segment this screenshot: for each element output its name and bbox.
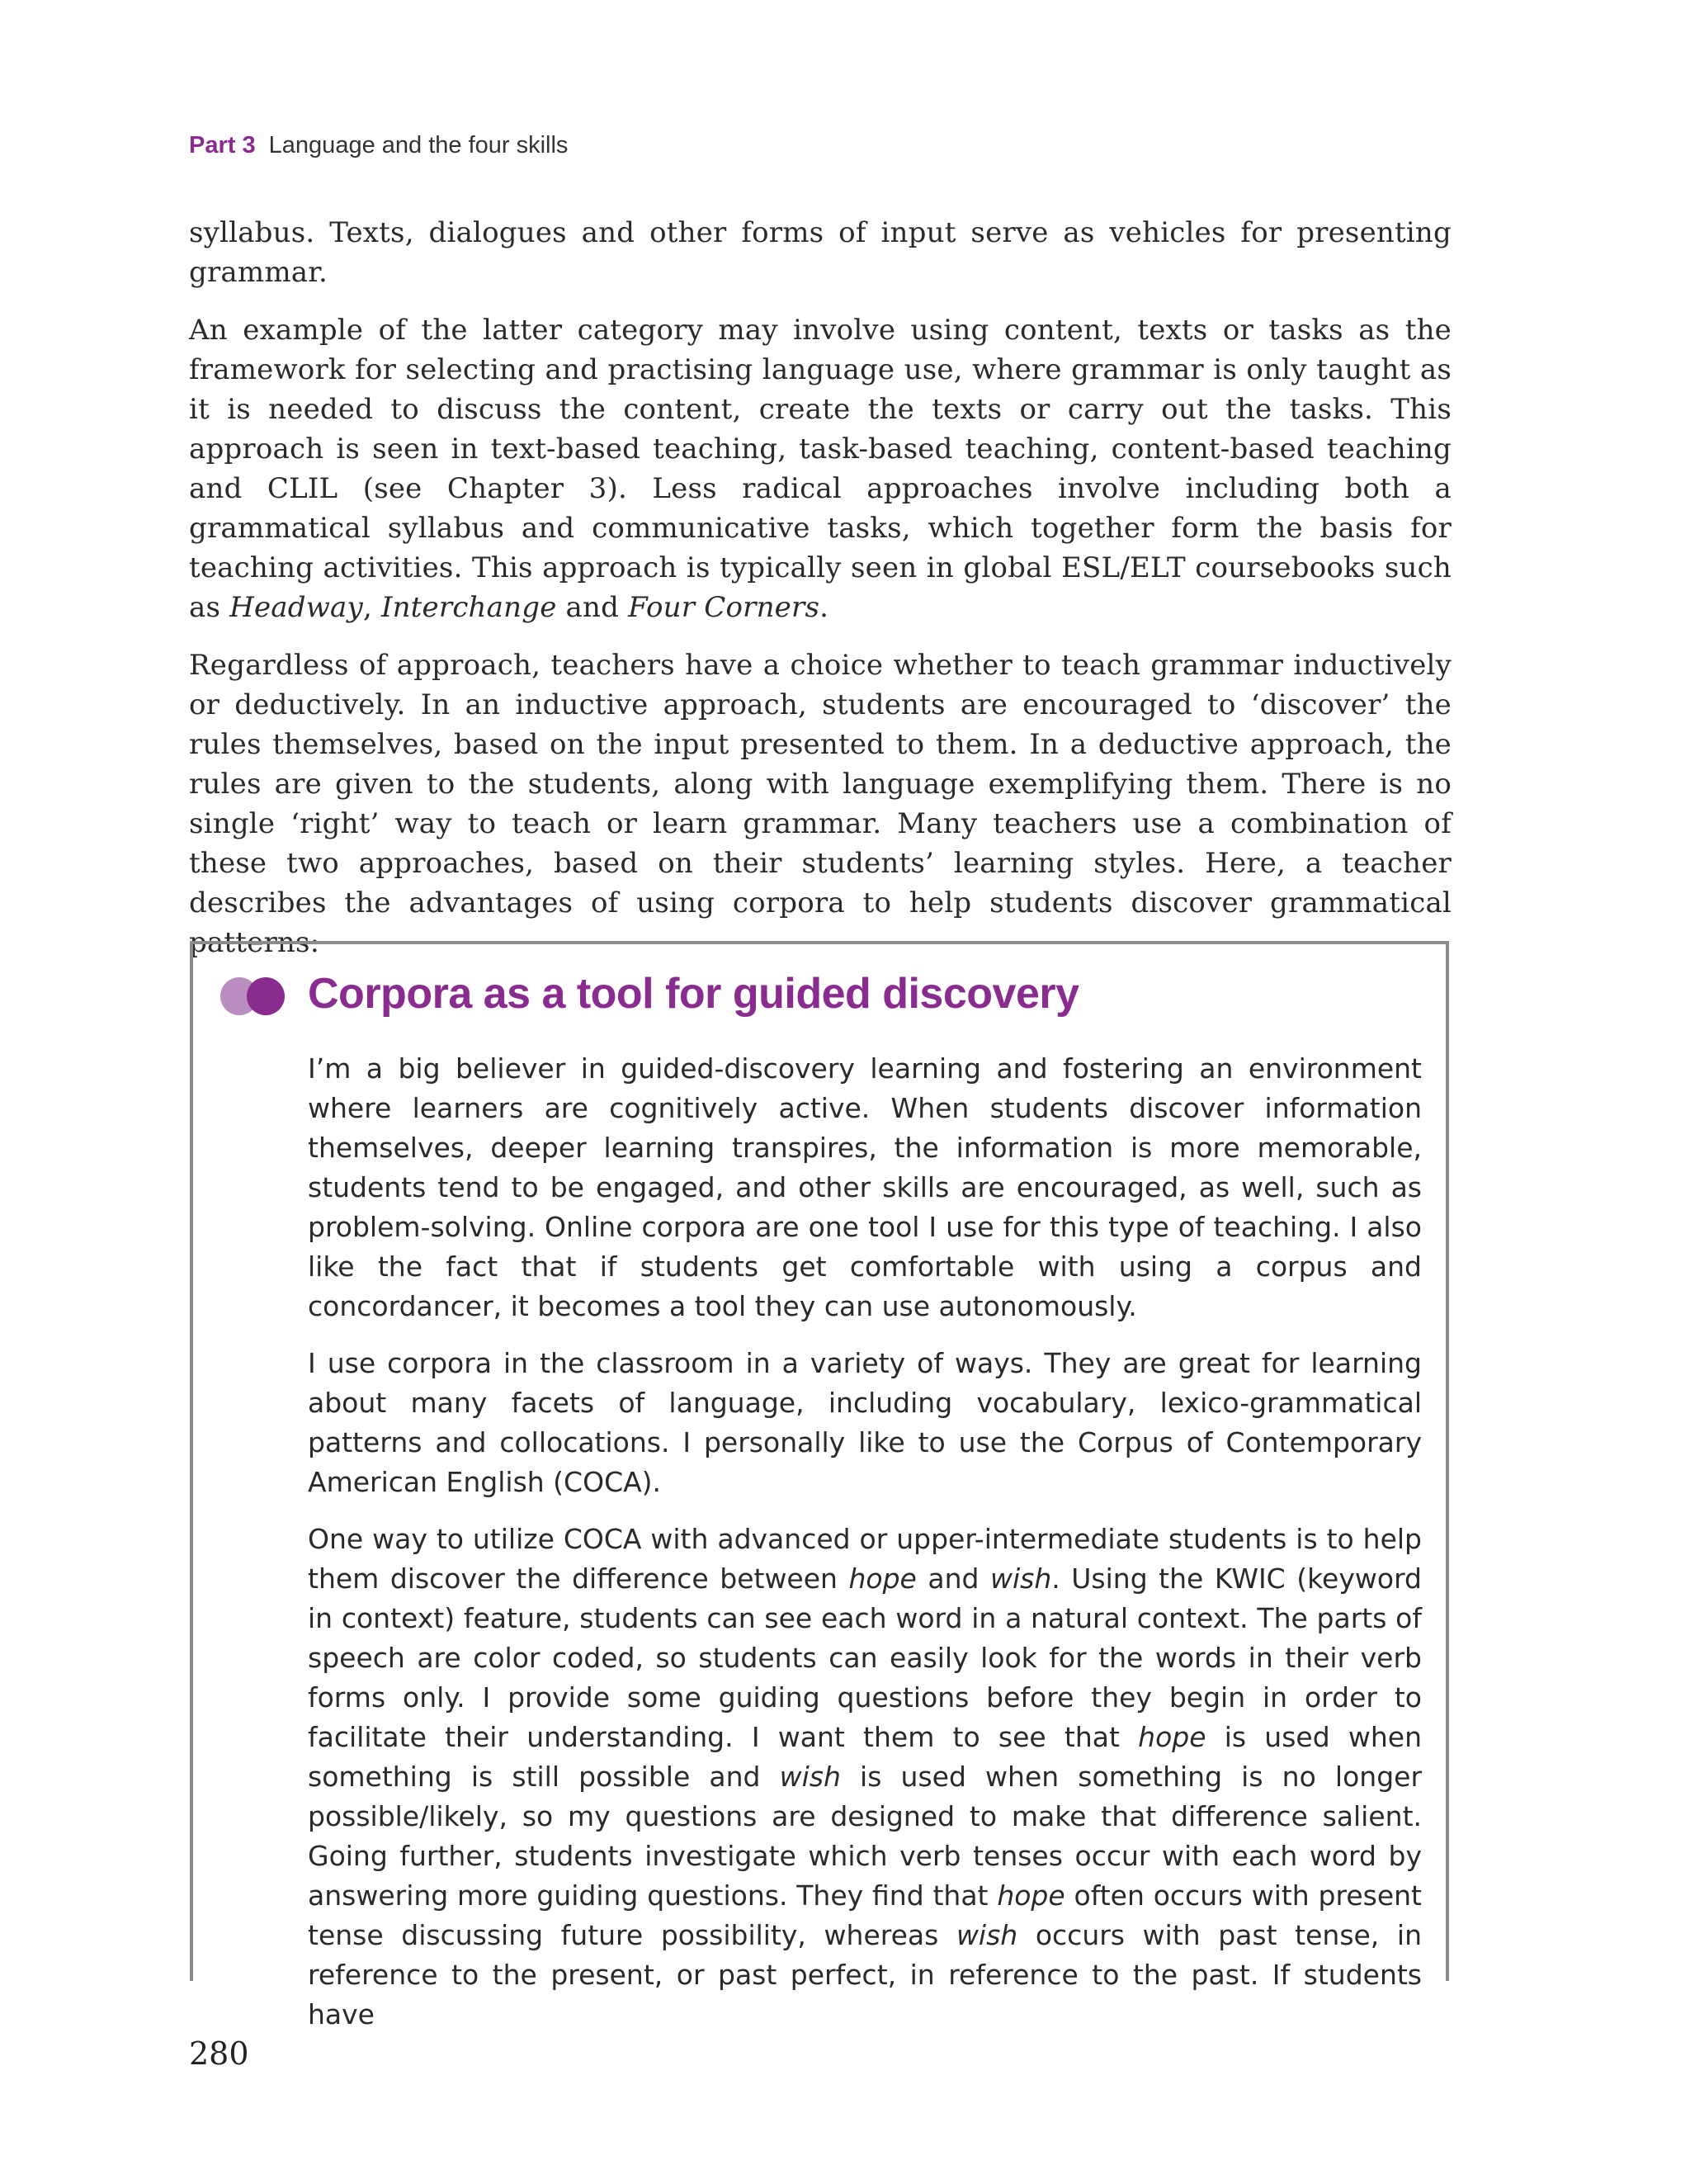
- running-head: [189, 132, 568, 159]
- paragraph-1: syllabus. Texts, dialogues and other forms of input serve as vehicles for presenting grammar.: [189, 216, 1452, 289]
- text-run: is used when something is no longer possible/likely, so my questions are designed to make that difference salient. Going further, students investigate which verb tenses occur with each word by answering more guiding questions. They find that: [308, 1761, 1423, 1912]
- paragraph-3: Regardless of approach, teachers have a choice whether to teach grammar inductively or deductively. In an inductive approach, students are encouraged to ‘discover’ the rules themselves, based on the input presented to them. In a deductive approach, the rules are given to the students, along with language exemplifying them. There is no single ‘right’ way to teach or learn grammar. Many teachers use a combination of these two approaches, based on their students’ learning styles. Here, a teacher describes the advantages of using corpora to help students discover grammatical patterns:: [189, 649, 1452, 959]
- text-run: One way to utilize COCA with advanced or upper-intermediate students is to help them discover the difference between: [308, 1523, 1422, 1595]
- page-number: 280: [189, 2035, 249, 2072]
- main-body-text: [189, 213, 1452, 981]
- feature-box: [190, 941, 1449, 2030]
- term-wish: wish: [956, 1919, 1018, 1951]
- term-wish: wish: [779, 1761, 841, 1793]
- box-title: Corpora as a tool for guided discovery: [308, 970, 1079, 1018]
- separator: ,: [362, 591, 381, 624]
- box-paragraph-1: I’m a big believer in guided-discovery learning and fostering an environment where learners are cognitively active. When students discover information themselves, deeper learning transpires, the information is more memorable, students tend to be engaged, and other skills are encouraged, as well, such as problem-solving. Online corpora are one tool I use for this type of teaching. I also like the fact that if students get comfortable with using a corpus and concordancer, it becomes a tool they can use autonomously.: [308, 1052, 1422, 1322]
- box-paragraph-3: [308, 1520, 1422, 2035]
- text-run: occurs with past tense, in reference to the present, or past perfect, in reference to the past. If students have: [308, 1919, 1422, 2030]
- separator: and: [556, 591, 629, 624]
- term-hope: hope: [1138, 1721, 1206, 1753]
- paragraph-2-text: An example of the latter category may involve using content, texts or tasks as the framework for selecting and practising language use, where grammar is only taught as it is needed to discuss the content, create the texts or carry out the tasks. This approach is seen in text-based teaching, task-based teaching, content-based teaching and CLIL (see Chapter 3). Less radical approaches involve including both a grammatical syllabus and communicative tasks, which together form the basis for teaching activities. This approach is typically seen in global ESL/ELT coursebooks such as: [189, 314, 1452, 624]
- paragraph-2: [189, 310, 1452, 627]
- icon-circle-front: [247, 977, 285, 1015]
- text-run: . Using the KWIC (keyword in context) feature, students can see each word in a natural context. The parts of speech are color coded, so students can easily look for the words in their verb forms only. I provide some guiding questions before they begin in order to facilitate their understanding. I want them to see that: [308, 1562, 1423, 1753]
- part-label: Part 3: [189, 132, 256, 158]
- box-body: [308, 1049, 1422, 2052]
- period: .: [819, 591, 829, 624]
- text-run: and: [916, 1562, 990, 1595]
- section-title: Language and the four skills: [268, 132, 569, 158]
- term-wish: wish: [989, 1562, 1052, 1595]
- text-run: is used when something is still possible and: [308, 1721, 1423, 1793]
- book-title-interchange: Interchange: [380, 591, 557, 624]
- book-title-headway: Headway: [229, 591, 363, 624]
- term-hope: hope: [997, 1879, 1065, 1912]
- overlapping-circles-icon: [220, 976, 289, 1017]
- text-run: often occurs with present tense discussing future possibility, whereas: [308, 1879, 1422, 1951]
- box-paragraph-2: I use corpora in the classroom in a variety of ways. They are great for learning about many facets of language, including vocabulary, lexico-grammatical patterns and collocations. I personally like to use the Corpus of Contemporary American English (COCA).: [308, 1347, 1422, 1498]
- book-title-four-corners: Four Corners: [628, 591, 820, 624]
- term-hope: hope: [848, 1562, 917, 1595]
